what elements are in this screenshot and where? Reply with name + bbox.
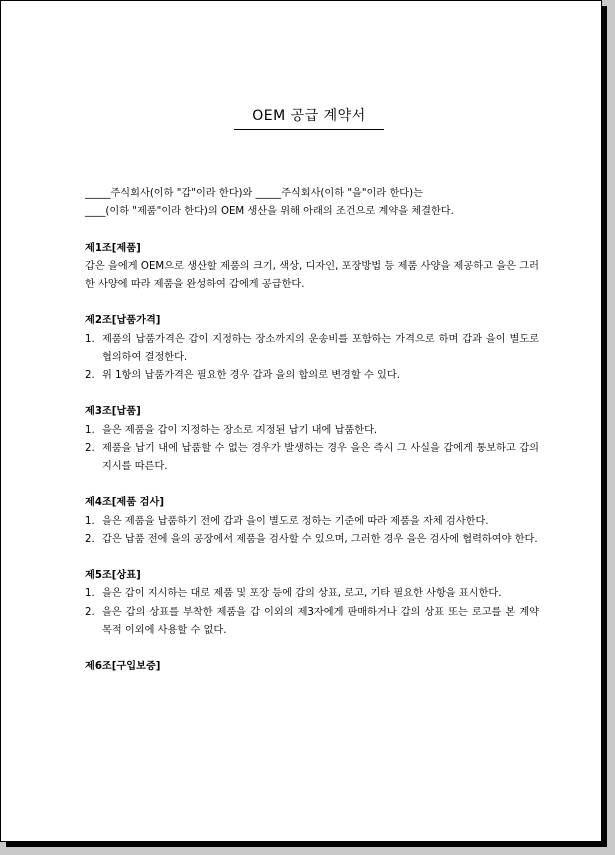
item-text: 을은 갑이 지시하는 대로 제품 및 포장 등에 갑의 상표, 로고, 기타 필요한 사항을 표시한다. bbox=[102, 588, 502, 600]
article-2-item-2 bbox=[85, 367, 539, 385]
document-title: OEM 공급 계약서 bbox=[234, 105, 384, 130]
item-text: 제품을 납기 내에 납품할 수 없는 경우가 발생하는 경우 을은 즉시 그 사실을 갑에게 통보하고 갑의 지시를 따른다. bbox=[102, 442, 539, 472]
article-2-item-1 bbox=[85, 331, 539, 367]
item-text: 을은 제품을 갑이 지정하는 장소로 지정된 납기 내에 납품한다. bbox=[102, 424, 378, 436]
item-text: 제품의 납품가격은 갑이 지정하는 장소까지의 운송비를 포함하는 가격으로 하며 갑과 을이 별도로 협의하여 결정한다. bbox=[102, 333, 539, 363]
article-3-item-2 bbox=[85, 440, 539, 476]
article-5-item-1 bbox=[85, 585, 539, 603]
item-number: 2. bbox=[85, 533, 95, 545]
article-4-item-1 bbox=[85, 513, 539, 531]
page-shadow-right bbox=[602, 6, 607, 847]
item-text: 을은 갑의 상표를 부착한 제품을 갑 이외의 제3자에게 판매하거나 갑의 상표 또는 로고를 본 계약 목적 이외에 사용할 수 없다. bbox=[102, 606, 539, 636]
article-3-item-1 bbox=[85, 422, 539, 440]
article-5-heading: 제5조[상표] bbox=[85, 570, 141, 582]
item-text: 을은 제품을 납품하기 전에 갑과 을이 별도로 정하는 기준에 따라 제품을 자체 검사한다. bbox=[102, 515, 489, 527]
item-number: 2. bbox=[85, 442, 95, 454]
item-number: 1. bbox=[85, 333, 95, 345]
document-body bbox=[85, 185, 539, 676]
article-2-heading: 제2조[납품가격] bbox=[85, 315, 161, 327]
item-number: 1. bbox=[85, 515, 95, 527]
article-4-heading: 제4조[제품 검사] bbox=[85, 497, 164, 509]
intro-line-2: ____(이하 "제품"이라 한다)의 OEM 생산을 위해 아래의 조건으로 계약을 체결한다. bbox=[85, 206, 454, 218]
item-number: 1. bbox=[85, 424, 95, 436]
item-text: 갑은 납품 전에 을의 공장에서 제품을 검사할 수 있으며, 그러한 경우 을은 검사에 협력하여야 한다. bbox=[102, 533, 538, 545]
intro-line-1: _____주식회사(이하 "갑"이라 한다)와 _____주식회사(이하 "을"이라 한다)는 bbox=[85, 188, 423, 199]
article-5-item-2 bbox=[85, 604, 539, 640]
item-number: 1. bbox=[85, 588, 95, 600]
article-1-paragraph: 갑은 을에게 OEM으로 생산할 제품의 크기, 색상, 디자인, 포장방법 등 제품 사양을 제공하고 을은 그러한 사양에 따라 제품을 완성하여 갑에게 공급한다. bbox=[85, 260, 539, 290]
item-text: 위 1항의 납품가격은 필요한 경우 갑과 을의 합의로 변경할 수 있다. bbox=[102, 370, 400, 381]
article-1-heading: 제1조[제품] bbox=[85, 242, 141, 254]
article-6-heading: 제6조[구입보증] bbox=[85, 661, 161, 673]
item-number: 2. bbox=[85, 606, 95, 618]
page-shadow-bottom bbox=[6, 842, 607, 847]
item-number: 2. bbox=[85, 370, 95, 381]
article-3-heading: 제3조[납품] bbox=[85, 406, 141, 418]
article-4-item-2 bbox=[85, 531, 539, 549]
